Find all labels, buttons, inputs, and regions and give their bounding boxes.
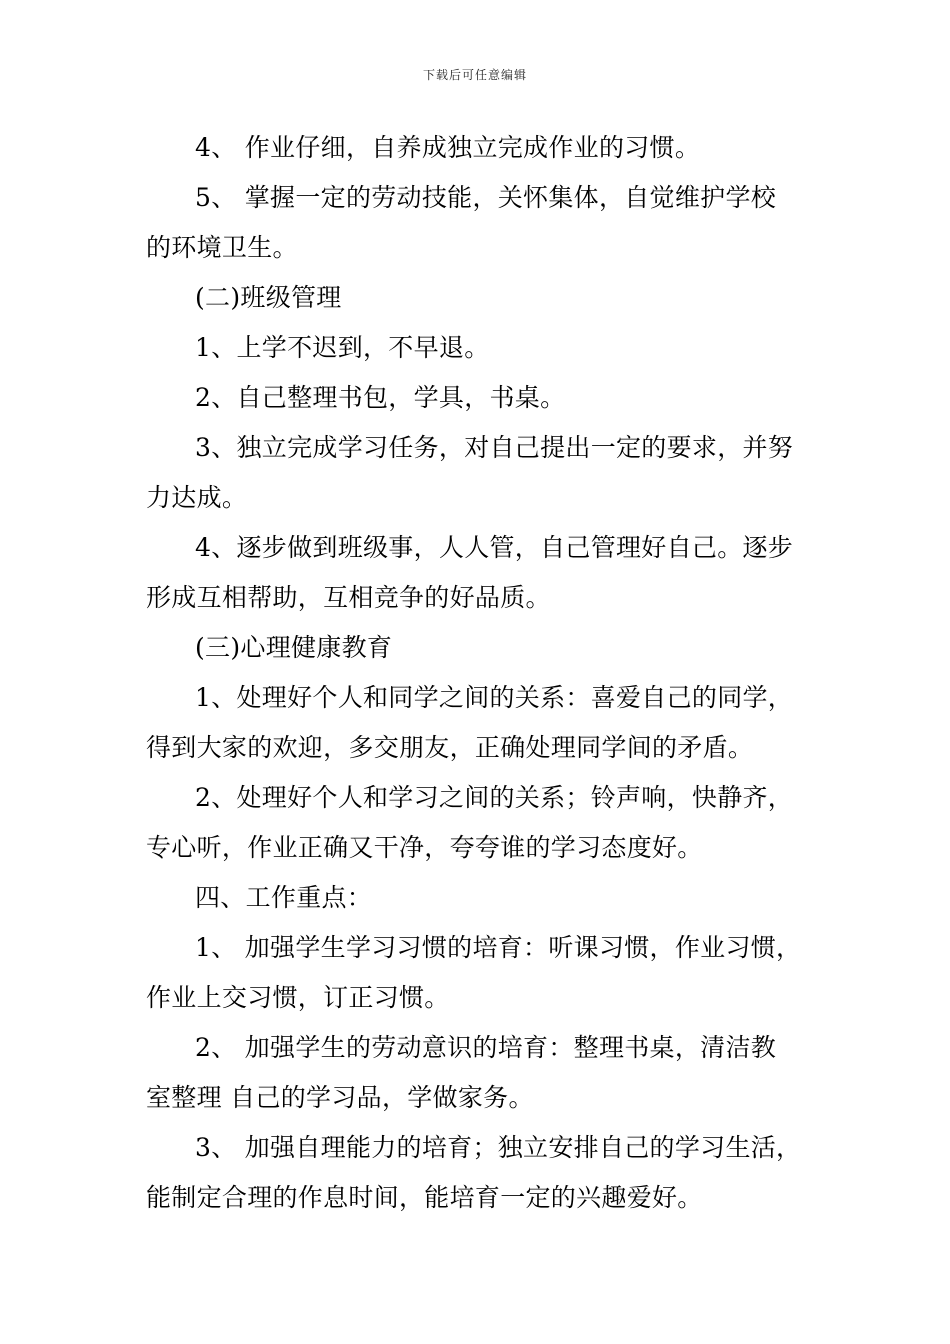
paragraph-line: 2、处理好个人和学习之间的关系；铃声响，快静齐， — [195, 783, 794, 812]
paragraph-line: 5、 掌握一定的劳动技能，关怀集体，自觉维护学校 — [195, 183, 777, 212]
paragraph-line: 作业上交习惯，订正习惯。 — [146, 983, 450, 1012]
section-heading: (三)心理健康教育 — [195, 633, 393, 662]
paragraph-line: 得到大家的欢迎，多交朋友，正确处理同学间的矛盾。 — [146, 733, 754, 762]
paragraph-line: 室整理 自己的学习品，学做家务。 — [146, 1083, 534, 1112]
paragraph-line: 形成互相帮助，互相竞争的好品质。 — [146, 583, 551, 612]
paragraph-line: 力达成。 — [146, 483, 248, 512]
paragraph-line: 1、处理好个人和同学之间的关系：喜爱自己的同学， — [195, 683, 794, 712]
paragraph-line: 4、逐步做到班级事，人人管，自己管理好自己。逐步 — [195, 533, 794, 562]
paragraph-line: 2、 加强学生的劳动意识的培育：整理书桌，清洁教 — [195, 1033, 777, 1062]
paragraph-line: 3、 加强自理能力的培育；独立安排自己的学习生活， — [195, 1133, 802, 1162]
paragraph-line: 专心听，作业正确又干净，夸夸谁的学习态度好。 — [146, 833, 703, 862]
paragraph-line: 4、 作业仔细，自养成独立完成作业的习惯。 — [195, 133, 701, 162]
header-note: 下载后可任意编辑 — [422, 68, 527, 82]
paragraph-line: 3、独立完成学习任务，对自己提出一定的要求，并努 — [195, 433, 794, 462]
paragraph-line: 能制定合理的作息时间，能培育一定的兴趣爱好。 — [146, 1183, 703, 1212]
section-heading: (二)班级管理 — [195, 283, 342, 312]
paragraph-line: 的环境卫生。 — [146, 233, 298, 262]
paragraph-line: 2、自己整理书包，学具，书桌。 — [195, 383, 566, 412]
paragraph-line: 1、上学不迟到，不早退。 — [195, 333, 490, 362]
paragraph-line: 1、 加强学生学习习惯的培育：听课习惯，作业习惯， — [195, 933, 802, 962]
section-heading: 四、工作重点： — [195, 883, 373, 912]
